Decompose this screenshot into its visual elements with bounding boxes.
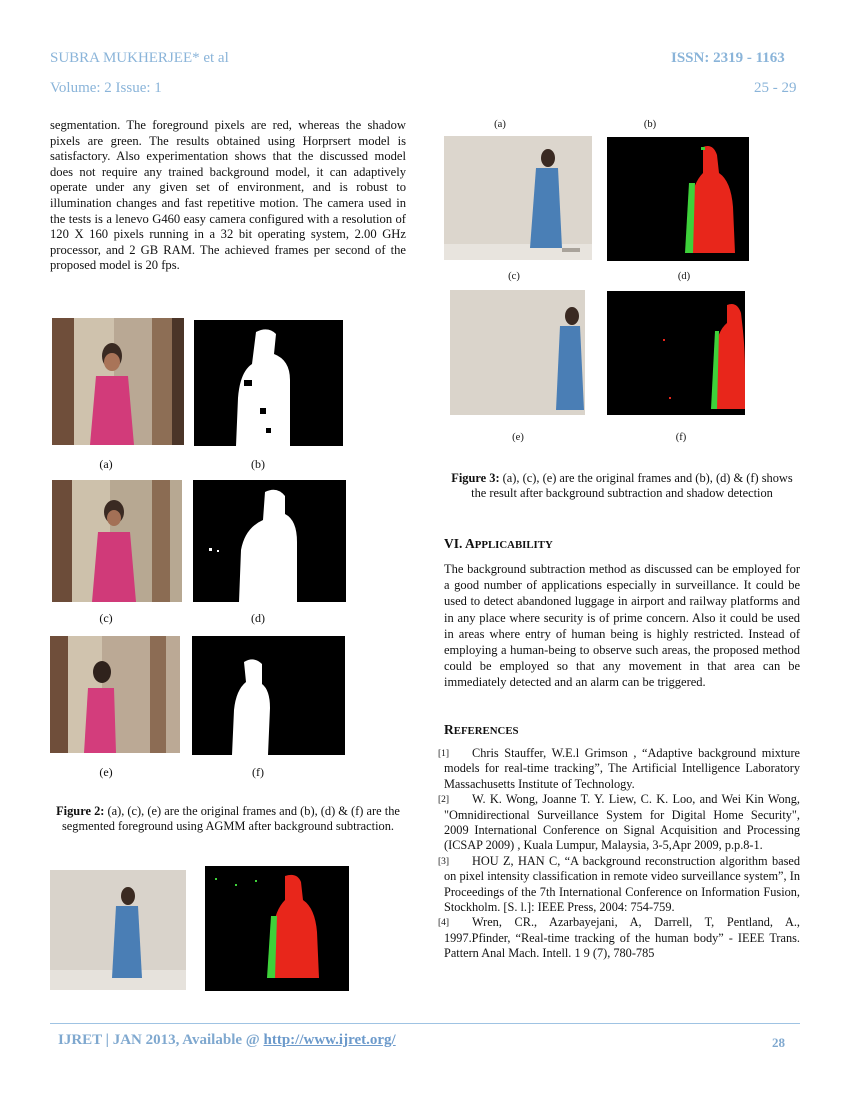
header-volume: Volume: 2 Issue: 1 <box>50 80 162 96</box>
figure2-caption <box>50 804 406 835</box>
reference-text: W. K. Wong, Joanne T. Y. Liew, C. K. Loo, and Wei Kin Wong, "Omnidirectional Surveillance System for Digital Home Security", 2009 International Conference on Signal Acquisition and Processing (ICSAP 2009) , Kuala Lumpur, Malaysia, 3-5,Apr 2009, p.p.8-1. <box>444 792 800 853</box>
figure3-image-c <box>450 290 585 415</box>
figure3-label-d: (d) <box>677 271 691 282</box>
reference-item <box>440 915 800 961</box>
reference-text: Wren, CR., Azarbayejani, A, Darrell, T, Pentland, A., 1997.Pfinder, “Real-time tracking of the human body” - IEEE Trans. Pattern Anal Mach. Intell. 1 9 (7), 780-785 <box>444 915 800 961</box>
figure2-image-d <box>193 480 346 602</box>
references-heading-rest: EFERENCES <box>453 725 519 737</box>
figure3-caption-label: Figure 3: <box>451 471 500 485</box>
figure3-image-a <box>444 136 592 260</box>
figure3-label-e: (e) <box>512 432 524 443</box>
figure2-label-f: (f) <box>252 765 264 779</box>
reference-item <box>440 854 800 916</box>
reference-number: [3] <box>438 856 450 867</box>
figure2-label-a: (a) <box>99 457 113 471</box>
footer-divider <box>50 1023 800 1024</box>
header-issn: ISSN: 2319 - 1163 <box>671 50 785 66</box>
body-paragraph-left: segmentation. The foreground pixels are red, whereas the shadow pixels are green. The results obtained using Horprsert model is satisfactory. Also experimentation shows that the discussed model does not require any trained background model, it can adaptively operate under any given set of environment, and is robust to illumination changes and fast repetitive motion. The camera used in the tests is a lenevo G460 easy camera configured with a resolution of 120 X 160 pixels running in a 32 bit operating system, 2.00 GHz processor, and 2 GB RAM. The achieved frames per second of the proposed model is 20 fps. <box>50 118 406 273</box>
figure3-caption <box>444 471 800 502</box>
figure2-image-f <box>192 636 345 755</box>
references-heading-first: R <box>444 722 454 737</box>
figure2-image-a <box>52 318 184 445</box>
figure3-label-b: (b) <box>643 119 657 130</box>
figure3-caption-text: (a), (c), (e) are the original frames and (b), (d) & (f) shows the result after background subtraction and shadow detection <box>471 471 793 501</box>
page-number: 28 <box>772 1035 785 1050</box>
reference-text: Chris Stauffer, W.E.l Grimson , “Adaptive background mixture models for real-time tracking”, The Artificial Intelligence Laboratory Massachusetts Institute of Technology. <box>444 746 800 791</box>
reference-item <box>440 792 800 854</box>
figure2-label-d: (d) <box>251 611 265 625</box>
applicability-paragraph: The background subtraction method as discussed can be employed for a good number of applications especially in surveillance. It could be used to detect abandoned luggage in airport and railway platforms and in any place where security is of prime concern. Also it could be used in areas where entry of human being is highly restricted. Instead of employing a human-being to observe such areas, the proposed method could be employed so that any movement in that area can be immediately detected and an alarm can be triggered. <box>444 562 800 690</box>
footer-journal: IJRET | JAN 2013, Available @ <box>58 1032 264 1048</box>
reference-text: HOU Z, HAN C, “A background reconstruction algorithm based on pixel intensity classification in remote video surveillance system”, In Proceedings of the 7th International Conference on Information Fusion, Stockholm. [S. l.]: IEEE Press, 2004: 754-759. <box>444 853 800 915</box>
references-list <box>440 746 800 962</box>
figure2-image-c <box>52 480 182 602</box>
figure2-caption-label: Figure 2: <box>56 804 105 818</box>
figure2-label-e: (e) <box>99 765 113 779</box>
reference-number: [4] <box>438 918 450 929</box>
figure2-label-c: (c) <box>99 611 113 625</box>
figure3-image-b <box>607 137 749 261</box>
section-heading-applicability <box>444 536 553 552</box>
figure3-label-a: (a) <box>494 119 506 130</box>
figure2-label-b: (b) <box>251 457 265 471</box>
figure3-label-c: (c) <box>508 271 520 282</box>
references-heading <box>444 722 519 738</box>
figure2-caption-text: (a), (c), (e) are the original frames and (b), (d) & (f) are the segmented foreground using AGMM after background subtraction. <box>61 804 400 834</box>
footer-text <box>58 1032 396 1049</box>
figure2-image-e <box>50 636 180 753</box>
header-author: SUBRA MUKHERJEE* et al <box>50 50 229 66</box>
figure2-image-b <box>194 320 343 446</box>
reference-item <box>440 746 800 792</box>
extra-original-frame <box>50 870 186 990</box>
section-heading-number: VI. A <box>444 536 475 551</box>
footer-link[interactable]: http://www.ijret.org/ <box>263 1032 396 1048</box>
reference-number: [2] <box>438 795 450 806</box>
figure3-label-f: (f) <box>675 432 687 443</box>
header-pages: 25 - 29 <box>754 80 797 96</box>
figure3-image-d <box>607 291 745 415</box>
section-heading-rest: PPLICABILITY <box>474 539 553 551</box>
extra-shadow-detection <box>205 866 349 991</box>
reference-number: [1] <box>438 749 450 759</box>
